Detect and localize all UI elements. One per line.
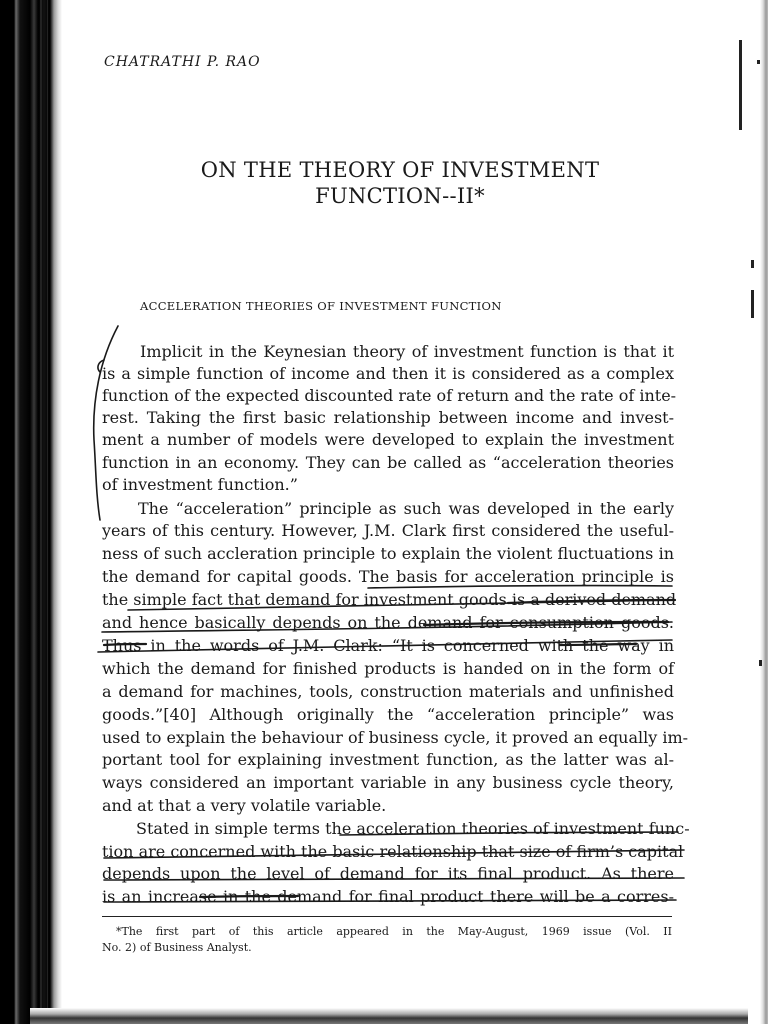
article-title-line-1: ON THE THEORY OF INVESTMENT <box>200 158 600 182</box>
body-text-line: goods.”[40] Although originally the “acceleration principle” was <box>102 705 674 724</box>
strikethrough-mark <box>508 600 675 603</box>
author-name: CHATRATHI P. RAO <box>104 54 261 70</box>
article-title-line-2: FUNCTION--II* <box>315 184 485 208</box>
body-text-line: ness of such accleration principle to explain the violent fluctuations in <box>102 544 674 563</box>
body-text-line: rest. Taking the first basic relationship between income and invest- <box>102 408 674 427</box>
underline-mark <box>104 850 684 858</box>
body-text-line: of investment function.” <box>102 475 298 494</box>
underline-mark <box>98 640 672 652</box>
body-text-line: used to explain the behaviour of business cycle, it proved an equally im- <box>102 728 689 747</box>
underline-mark <box>102 622 672 632</box>
body-text-line: years of this century. However, J.M. Clark first considered the useful- <box>102 521 674 540</box>
body-text-line: depends upon the level of demand for its final product. As there <box>102 864 674 883</box>
body-text-line: function in an economy. They can be called as “acceleration theories <box>102 453 674 472</box>
footnote-line: *The first part of this article appeared in the May-August, 1969 issue (Vol. II <box>116 925 672 938</box>
body-text-line: the demand for capital goods. The basis for acceleration principle is <box>102 567 674 586</box>
strikethrough-mark <box>200 896 298 897</box>
body-text-line: Stated in simple terms the acceleration theories of investment func- <box>136 819 690 838</box>
body-text-line: a demand for machines, tools, construction materials and unfinished <box>102 682 674 701</box>
body-text-line: portant tool for explaining investment function, as the latter was al- <box>102 750 674 769</box>
footnote-line: No. 2) of Business Analyst. <box>102 941 252 954</box>
body-text-line: Thus in the words of J.M. Clark: “It is concerned with the way in <box>102 636 674 655</box>
body-text-line: The “acceleration” principle as such was developed in the early <box>138 499 674 518</box>
body-text-line: is a simple function of income and then it is considered as a complex <box>102 364 674 383</box>
body-text-line: the simple fact that demand for investment goods is a derived demand <box>102 590 677 609</box>
body-text-line: ment a number of models were developed to explain the investment <box>102 430 674 449</box>
underline-mark <box>104 878 684 880</box>
underline-mark <box>368 586 672 588</box>
body-text-line: and at that a very volatile variable. <box>102 796 387 815</box>
margin-bracket-mark <box>94 326 118 520</box>
body-text-line: and hence basically depends on the demand for consumption goods. <box>102 613 674 632</box>
body-text-line: Implicit in the Keynesian theory of investment function is that it <box>140 342 674 361</box>
body-text-line: tion are concerned with the basic relationship that size of firm’s capital <box>102 842 684 861</box>
underline-mark <box>340 832 678 835</box>
section-heading: ACCELERATION THEORIES OF INVESTMENT FUNCTION <box>140 299 502 313</box>
strikethrough-mark <box>104 644 146 645</box>
body-text-line: ways considered an important variable in any business cycle theory, <box>102 773 674 792</box>
body-text-line: is an increase in the demand for final product there will be a corres- <box>102 887 674 906</box>
body-text-line: which the demand for finished products is handed on in the form of <box>102 659 674 678</box>
underline-mark <box>104 900 676 902</box>
strikethrough-mark <box>560 644 636 645</box>
body-text-line: function of the expected discounted rate of return and the rate of inte- <box>102 386 677 405</box>
